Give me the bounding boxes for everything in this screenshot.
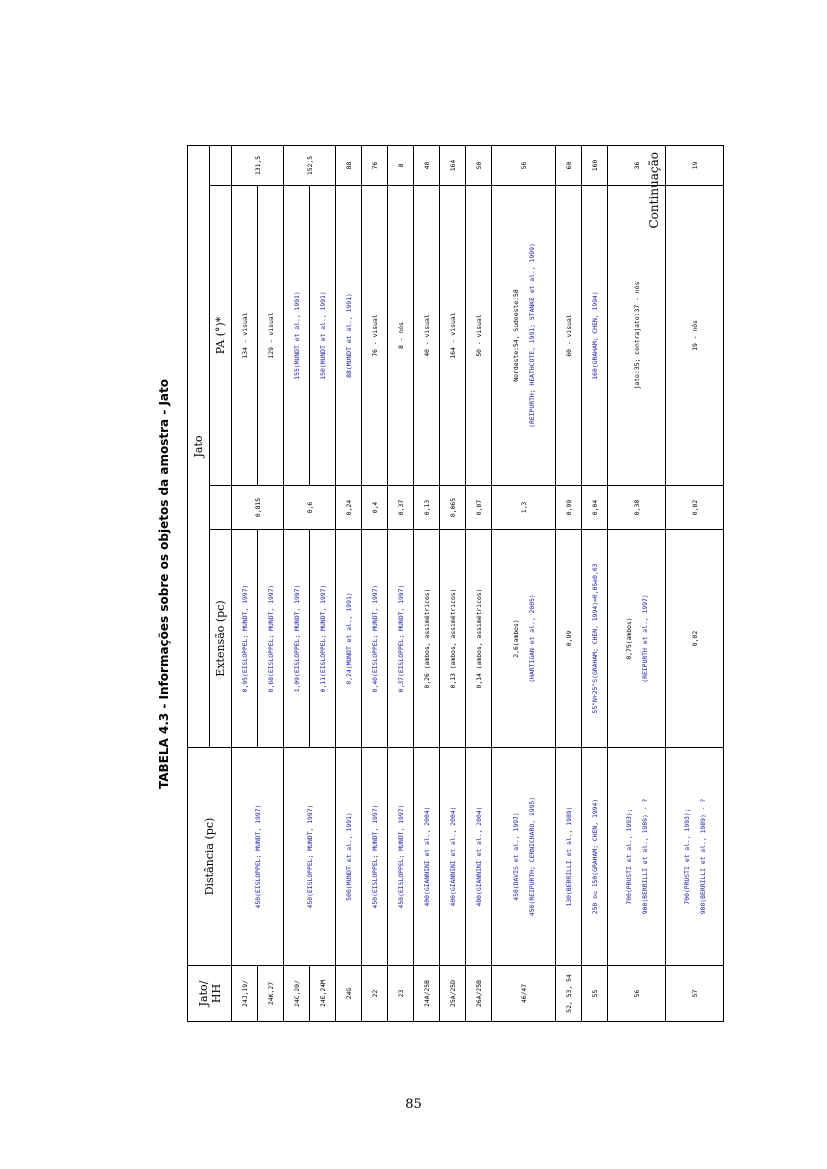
table-row: 26A/25B 400(GIANNINI et al., 2004) 0,14 (ambos, assimétricos) 0,07 50 - visual 50 <box>466 145 492 1021</box>
header-extensao: Extensão (pc) <box>210 530 232 748</box>
table-row: 24C,20/ 450(EISLOPPEL; MUNDT, 1997) 1,09(EISLOPPEL; MUNDT, 1997) 0,6 155(MUNDT et al., 1991) 152,5 <box>284 145 310 1021</box>
table-row: 46/47 450(DAVIS et al., 1997) 450(REIPURTH; CERNICHARO, 1995) 2,6(ambos) (HARTIGAN et al., 2005) 1,3 Nordeste:54, Sudoeste:58 (REIPURTH; HEATHCOTE, 1991; STANKE et al., 1999) 56 <box>492 145 556 1021</box>
table-row: 23 450(EISLOPPEL; MUNDT, 1997) 0,37(EISLOPPEL; MUNDT, 1997) 0,37 8 - nós 8 <box>388 145 414 1021</box>
header-jato-group: Jato <box>188 145 210 747</box>
table-title: TABELA 4.3 - Informações sobre os objetos da amostra - Jato <box>157 378 171 790</box>
table-row: 57 700(PRUSTI et al., 1993); 900(BERRILLI et al., 1989) - ? 0,02 0,02 19 - nós 19 <box>666 145 724 1021</box>
page-number: 85 <box>405 1097 422 1112</box>
rotated-page-content <box>157 146 707 1022</box>
table-row: 56 700(PRUSTI et al., 1993); 900(BERRILLI et al., 1989) - ? 0,75(ambos) (REIPURTH et al., 1997) 0,38 jato:35; contrajato:37 - nós 36 <box>608 145 666 1021</box>
table-row: 24J,19/ 450(EISLOPPEL; MUNDT, 1997) 0,95(EISLOPPEL; MUNDT, 1997) 0,815 134 - visual 131,5 <box>232 145 258 1021</box>
table-row: 24K,27 0,68(EISLOPPEL; MUNDT, 1997) 129 - visual <box>258 145 284 1021</box>
data-table <box>187 145 724 1022</box>
header-ext-value <box>210 486 232 530</box>
table-row: 22 450(EISLOPPEL; MUNDT, 1997) 0,40(EISLOPPEL; MUNDT, 1997) 0,4 76 - visual 76 <box>362 145 388 1021</box>
table-row: 55 250 ou 150(GRAHAM; CHEN, 1994) 55"N+25"S(GRAHAM; CHEN, 1994)=0,05e0,03 0,04 160(GRAHAM; CHEN, 1994) 160 <box>582 145 608 1021</box>
table-row: 25A/25D 400(GIANNINI et al., 2004) 0,13 (ambos, assimétricos) 0,065 164 - visual 164 <box>440 145 466 1021</box>
table-row: 24A/25B 400(GIANNINI et al., 2004) 0,26 (ambos, assimétricos) 0,13 40 - visual 40 <box>414 145 440 1021</box>
continuation-note: Continuação <box>647 152 661 229</box>
header-pa: PA (°)* <box>210 186 232 486</box>
table-row: 52, 53, 54 130(BERRILLI et al., 1989) 0,99 0,99 60 - visual 60 <box>556 145 582 1021</box>
header-pa-value <box>210 145 232 185</box>
table-row: 24E,24M 0,11(EISLOPPEL; MUNDT, 1997) 150(MUNDT et al., 1991) <box>310 145 336 1021</box>
header-distancia: Distância (pc) <box>188 748 232 966</box>
header-jato-hh: Jato/ HH <box>188 966 232 1022</box>
table-row: 24G 500(MUNDT et al., 1991) 0,24(MUNDT et al., 1991) 0,24 88(MUNDT et al., 1991) 88 <box>336 145 362 1021</box>
